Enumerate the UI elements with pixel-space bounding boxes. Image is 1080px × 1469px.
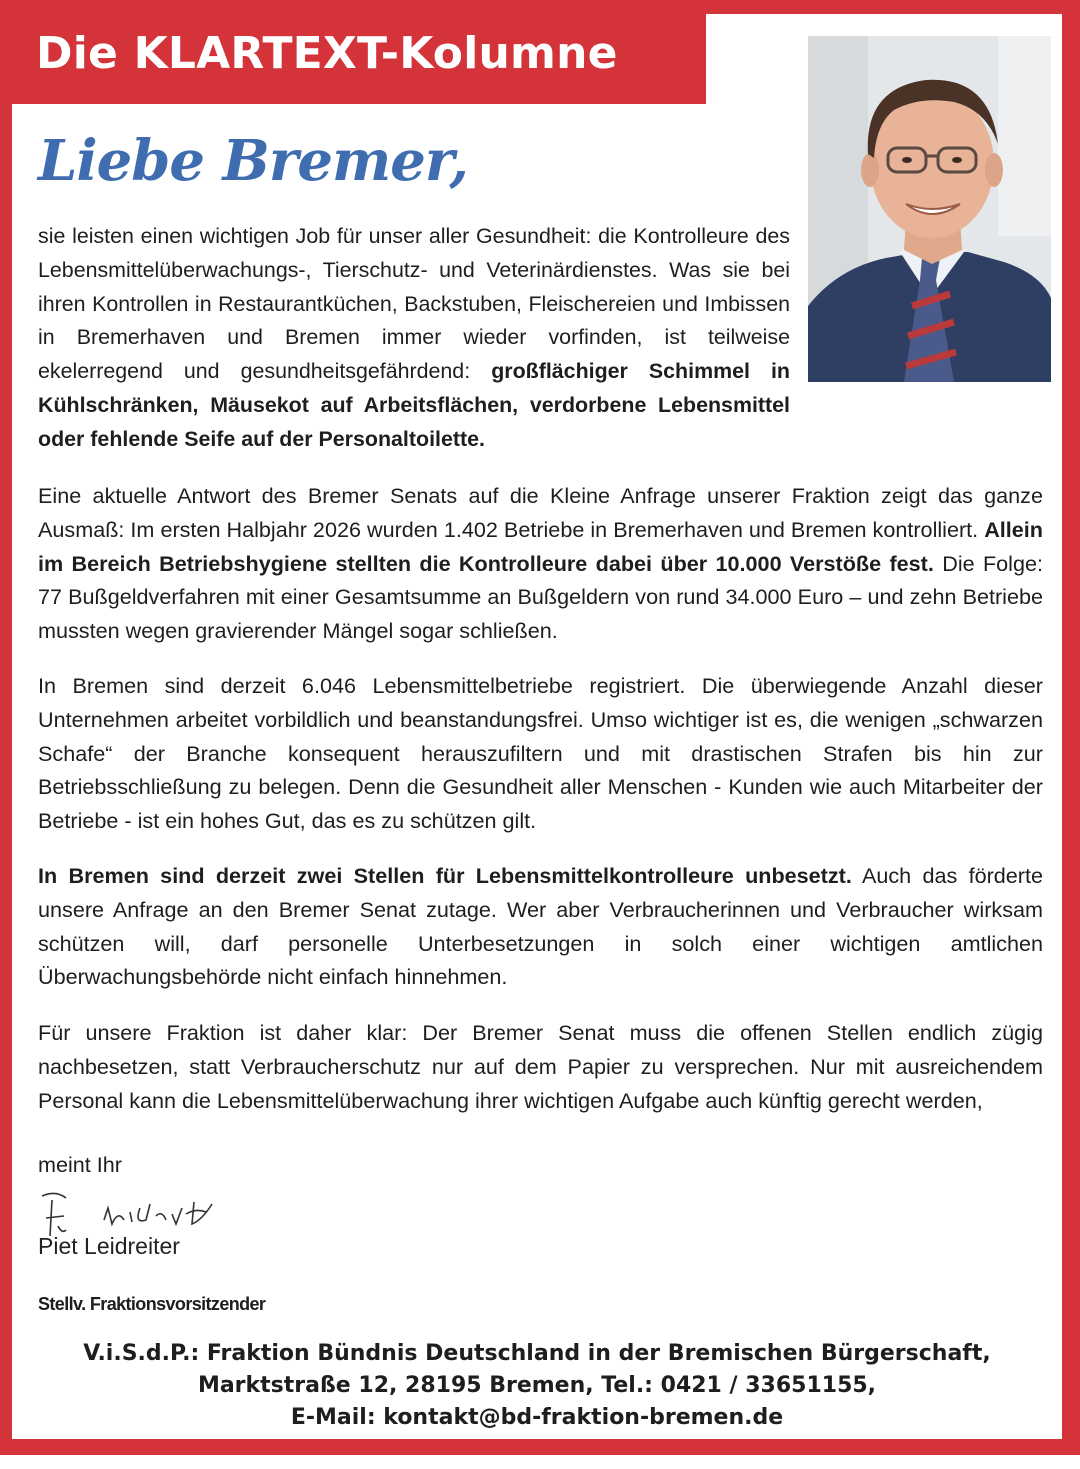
header-banner (12, 14, 706, 104)
column-panel (12, 14, 1062, 1439)
paragraph-text: Die Folge: 77 Bußgeldverfahren mit einer Gesamtsumme an Bußgeldern von rund 34.000 Euro – und zehn Betriebe mussten wegen gravierender Mängel sogar schließen. (38, 550, 1043, 644)
imprint-email: E-Mail: kontakt@bd-fraktion-bremen.de (290, 1405, 784, 1430)
imprint-line: V.i.S.d.P.: Fraktion Bündnis Deutschland in der Bremischen Bürgerschaft, (83, 1341, 991, 1366)
body-paragraph (38, 479, 1043, 648)
imprint-line: Marktstraße 12, 28195 Bremen, Tel.: 0421 / 33651155, (197, 1373, 877, 1398)
paragraph-text: sie leisten einen wichtigen Job für unser aller Gesundheit: die Kontrolleure des Lebensmittelüberwachungs-, Tierschutz- und Veterinärdienstes. Was sie bei ihren Kontrollen in Restaurantküchen, Backstuben, Fleischereien und Imbissen in Bremerhaven und Bremen immer wieder vorfinden, ist teilweise ekelerregend und gesundheitsgefährdend: (38, 224, 790, 384)
author-photo (808, 36, 1051, 382)
imprint-block (12, 1338, 1062, 1434)
paragraph-emphasis: In Bremen sind derzeit zwei Stellen für Lebensmittelkontrolleure unbesetzt. (38, 863, 852, 888)
body-paragraph (38, 1016, 1043, 1117)
signer-role: Stellv. Fraktionsvorsitzender (38, 1294, 266, 1314)
salutation: Liebe Bremer, (38, 128, 468, 194)
intro-paragraph (38, 220, 790, 457)
column-title: Die KLARTEXT-Kolumne (36, 28, 618, 79)
paragraph-emphasis: Allein im Bereich Betriebshygiene stellten die Kontrolleure dabei über 10.000 Verstöße fest. (38, 516, 1043, 576)
closing-line: meint Ihr (38, 1152, 123, 1177)
body-paragraph (38, 859, 1043, 994)
paragraph-text: Für unsere Fraktion ist daher klar: Der Bremer Senat muss die offenen Stellen endlich zügig nachbesetzen, statt Verbraucherschutz nur auf dem Papier zu versprechen. Nur mit ausreichendem Personal kann die Lebensmittelüberwachung ihrer wichtigen Aufgabe auch künftig gerecht werden, (38, 1020, 1043, 1113)
paragraph-text: Auch das förderte unsere Anfrage an den Bremer Senat zutage. Wer aber Verbraucherinnen und Verbraucher wirksam schützen will, darf personelle Unterbesetzungen in solch einer wichtigen amtlichen Überwachungsbehörde nicht einfach hinnehmen. (38, 863, 1043, 990)
paragraph-text: In Bremen sind derzeit 6.046 Lebensmittelbetriebe registriert. Die überwiegende Anzahl dieser Unternehmen arbeitet vorbildlich und beanstandungsfrei. Umso wichtiger ist es, die wenigen „schwarzen Schafe“ der Branche konsequent herauszufiltern und mit drastischen Strafen bis hin zur Betriebsschließung zu belegen. Denn die Gesundheit aller Menschen - Kunden wie auch Mitarbeiter der Betriebe - ist ein hohes Gut, das es zu schützen gilt. (38, 673, 1043, 834)
paragraph-text: Eine aktuelle Antwort des Bremer Senats auf die Kleine Anfrage unserer Fraktion zeigt das ganze Ausmaß: Im ersten Halbjahr 2026 wurden 1.402 Betriebe in Bremerhaven und Bremen kontrolliert. (38, 483, 1043, 542)
signer-name: Piet Leidreiter (38, 1233, 180, 1259)
paragraph-emphasis: großflächiger Schimmel in Kühlschränken, Mäusekot auf Arbeitsflächen, verdorbene Lebensmittel oder fehlende Seife auf der Personaltoilette. (38, 359, 790, 451)
body-paragraph (38, 669, 1043, 838)
portrait-image (808, 36, 1051, 382)
